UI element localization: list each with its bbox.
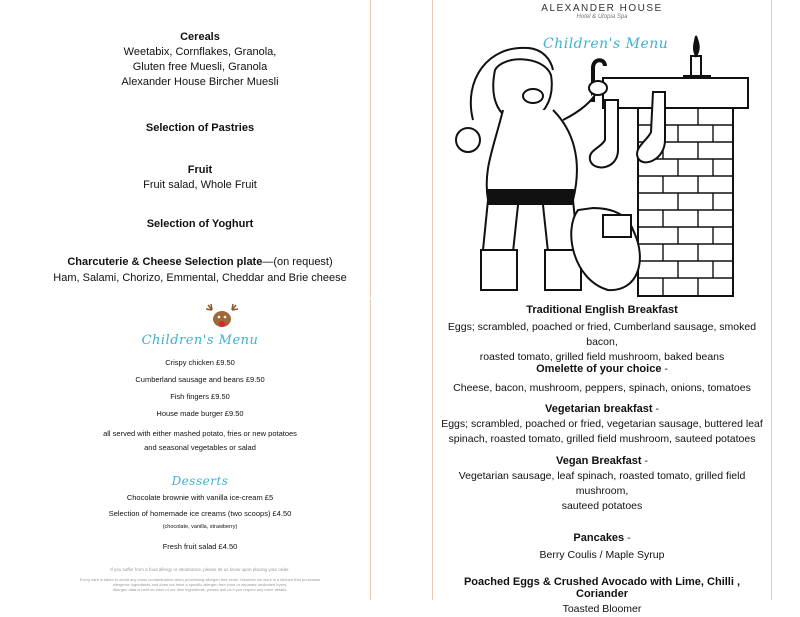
allergy-notice [30,567,370,592]
childrens-menu-panel [30,299,371,600]
english-breakfast-line: roasted tomato, grilled field mushroom, baked beans [479,351,725,363]
english-breakfast-title: Traditional English Breakfast [526,304,678,316]
omelette-line: Cheese, bacon, mushroom, peppers, spinach, onions, tomatoes [453,382,751,394]
desserts-title: Desserts [171,474,229,488]
vegetarian-dash: - [652,403,660,415]
vegetarian-line: Eggs; scrambled, poached or fried, vegetarian sausage, buttered leaf [441,418,763,430]
dessert-item: Fresh fruit salad £4.50 [162,542,238,551]
fine-print-line: allergenic ingredients and does not have a specific allergen free zone or separate dedicated fryers. [112,582,288,587]
dessert-item: Selection of homemade ice creams (two scoops) £4.50 [108,509,292,518]
cereals-title: Cereals [180,31,220,43]
omelette-section [439,359,765,396]
served-line: all served with either mashed potato, fries or new potatoes [103,429,297,438]
pancakes-title: Pancakes [573,532,625,544]
vegetarian-section [439,399,765,447]
poached-eggs-title: Poached Eggs & Crushed Avocado with Lime, Chilli , Coriander [463,576,741,600]
cereals-line: Gluten free Muesli, Granola [132,61,268,73]
breakfast-buffet-panel [30,0,371,298]
cover-title: Children's Menu [543,36,669,52]
kids-menu-item: Cumberland sausage and beans £9.50 [135,375,265,384]
kids-main-items [30,357,370,419]
cereals-line: Alexander House Bircher Muesli [121,76,279,88]
brand-subtitle: Hotel & Utopia Spa [576,14,628,20]
allergy-line: If you suffer from a food allergy or intolerance, please let us know upon placing your order. [110,567,290,572]
charcuterie-line: Ham, Salami, Chorizo, Emmental, Cheddar and Brie cheese [53,272,347,284]
desserts-list [30,492,370,552]
omelette-title: Omelette of your choice [536,363,662,375]
fruit-title: Fruit [187,164,213,176]
vegetarian-title: Vegetarian breakfast [544,403,653,415]
poached-eggs-section [439,576,765,617]
vegan-dash: - [641,455,649,467]
charcuterie-note: —(on request) [262,256,333,268]
english-breakfast-line: Eggs; scrambled, poached or fried, Cumberland sausage, smoked bacon, [447,321,757,348]
vegetarian-line: spinach, roasted tomato, grilled field mushroom, sauteed potatoes [448,433,756,445]
cover-panel [432,0,772,299]
english-breakfast-section [439,304,765,365]
fine-print-line: Every care is taken to avoid any cross contamination when processing allergen free order. However we work in a kitchen that processes [79,577,321,582]
kids-menu-item: Fish fingers £9.50 [170,392,230,401]
kids-menu-item: Crispy chicken £9.50 [165,358,235,367]
fine-print-line: Allergen data is held on each of our dish ingredients, please ask us if you require any more details. [112,587,288,592]
pancakes-dash: - [624,532,631,544]
pancakes-section [439,528,765,563]
yoghurt-title: Selection of Yoghurt [146,218,254,230]
cereals-line: Weetabix, Cornflakes, Granola, [123,46,277,58]
dessert-note: (chocolate, vanilla, strawberry) [162,524,238,530]
served-line: and seasonal vegetables or salad [144,443,256,452]
pastries-title: Selection of Pastries [145,122,255,134]
omelette-dash: - [661,363,668,375]
kids-menu-item: House made burger £9.50 [156,409,244,418]
kids-served-with [30,428,370,453]
poached-eggs-line: Toasted Bloomer [562,603,642,615]
cereals-section [30,31,370,90]
vegan-line: sauteed potatoes [561,500,643,512]
dessert-item: Chocolate brownie with vanilla ice-cream £5 [126,493,274,502]
pastries-section [30,122,370,134]
reindeer-icon [202,304,242,332]
pancakes-line: Berry Coulis / Maple Syrup [539,549,665,561]
fruit-section [30,164,370,193]
yoghurt-section [30,218,370,230]
vegan-section [439,451,765,514]
kids-menu-title: Children's Menu [141,333,259,348]
brand-name: ALEXANDER HOUSE [541,3,663,14]
page-gutter [370,0,432,600]
hot-breakfast-panel [432,299,772,615]
santa-fireplace-illustration [433,0,771,299]
fruit-line: Fruit salad, Whole Fruit [143,179,257,191]
charcuterie-title: Charcuterie & Cheese Selection plate [67,256,263,268]
vegan-line: Vegetarian sausage, leaf spinach, roasted tomato, grilled field mushroom, [458,470,746,497]
vegan-title: Vegan Breakfast [555,455,642,467]
charcuterie-section [30,255,370,286]
